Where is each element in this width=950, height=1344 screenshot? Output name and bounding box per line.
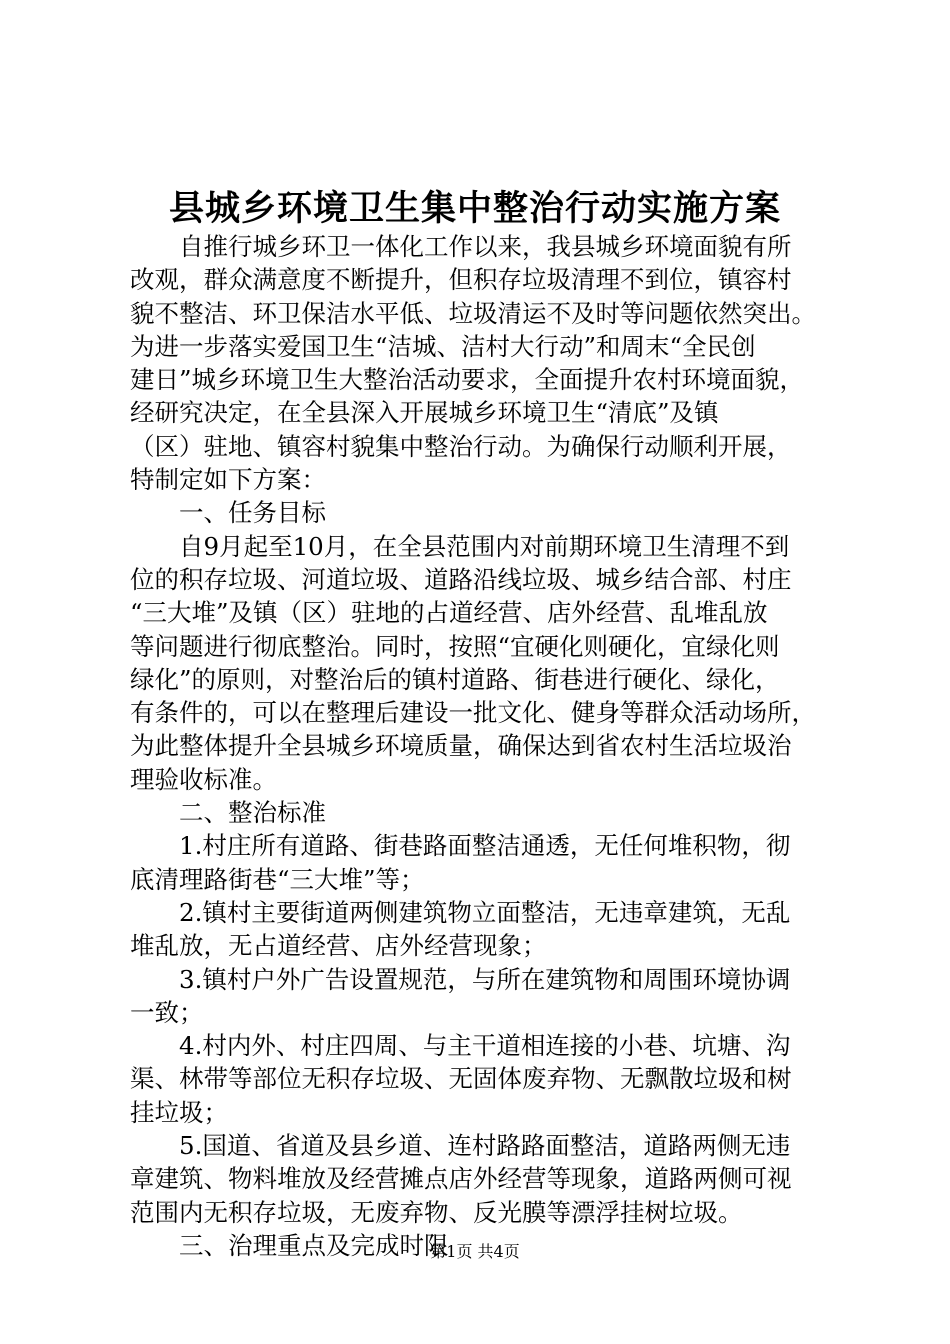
- body-line: 位的积存垃圾、河道垃圾、道路沿线垃圾、城乡结合部、村庄: [130, 564, 792, 594]
- body-line: 有条件的，可以在整理后建设一批文化、健身等群众活动场所，: [130, 698, 816, 728]
- list-item-line: 挂垃圾；: [130, 1097, 228, 1127]
- body-line: 为进一步落实爱国卫生“洁城、洁村大行动”和周末“全民创: [130, 331, 756, 361]
- body-line: 貌不整洁、环卫保洁水平低、垃圾清运不及时等问题依然突出。: [130, 298, 816, 328]
- list-item-line: 范围内无积存垃圾，无废弃物、反光膜等漂浮挂树垃圾。: [130, 1197, 743, 1227]
- section-heading: 一、任务目标: [130, 498, 326, 528]
- section-heading: 二、整治标准: [130, 798, 326, 828]
- list-item-line: 2.镇村主要街道两侧建筑物立面整洁，无违章建筑，无乱: [130, 897, 791, 927]
- body-line: 改观，群众满意度不断提升，但积存垃圾清理不到位，镇容村: [130, 265, 792, 295]
- body-line: 为此整体提升全县城乡环境质量，确保达到省农村生活垃圾治: [130, 731, 792, 761]
- body-line: 绿化”的原则，对整治后的镇村道路、街巷进行硬化、绿化，: [130, 664, 780, 694]
- body-line: “三大堆”及镇（区）驻地的占道经营、店外经营、乱堆乱放: [130, 598, 768, 628]
- list-item-line: 5.国道、省道及县乡道、连村路路面整洁，道路两侧无违: [130, 1131, 791, 1161]
- body-line: 特制定如下方案：: [130, 465, 326, 495]
- body-line: 经研究决定，在全县深入开展城乡环境卫生“清底”及镇: [130, 398, 719, 428]
- body-line: 自9月起至10月，在全县范围内对前期环境卫生清理不到: [130, 531, 790, 561]
- document-title: 县城乡环境卫生集中整治行动实施方案: [168, 188, 781, 229]
- body-line: 建日”城乡环境卫生大整治活动要求，全面提升农村环境面貌，: [130, 365, 805, 395]
- list-item-line: 1.村庄所有道路、街巷路面整洁通透，无任何堆积物，彻: [130, 831, 791, 861]
- body-line: 理验收标准。: [130, 764, 277, 794]
- list-item-line: 3.镇村户外广告设置规范，与所在建筑物和周围环境协调: [130, 964, 791, 994]
- body-line: （区）驻地、镇容村貌集中整治行动。为确保行动顺利开展，: [130, 431, 792, 461]
- list-item-line: 4.村内外、村庄四周、与主干道相连接的小巷、坑塘、沟: [130, 1031, 791, 1061]
- body-line: 等问题进行彻底整治。同时，按照“宜硬化则硬化，宜绿化则: [130, 631, 780, 661]
- page-number-footer: 第1页 共4页: [430, 1242, 520, 1261]
- section-heading: 三、治理重点及完成时限: [130, 1230, 449, 1260]
- body-line: 自推行城乡环卫一体化工作以来，我县城乡环境面貌有所: [130, 232, 792, 261]
- list-item-line: 底清理路街巷“三大堆”等；: [130, 864, 425, 894]
- list-item-line: 渠、林带等部位无积存垃圾、无固体废弃物、无飘散垃圾和树: [130, 1064, 792, 1094]
- document-body: [130, 230, 840, 1262]
- list-item-line: 章建筑、物料堆放及经营摊点店外经营等现象，道路两侧可视: [130, 1164, 792, 1194]
- list-item-line: 一致；: [130, 997, 204, 1027]
- list-item-line: 堆乱放，无占道经营、店外经营现象；: [130, 931, 547, 961]
